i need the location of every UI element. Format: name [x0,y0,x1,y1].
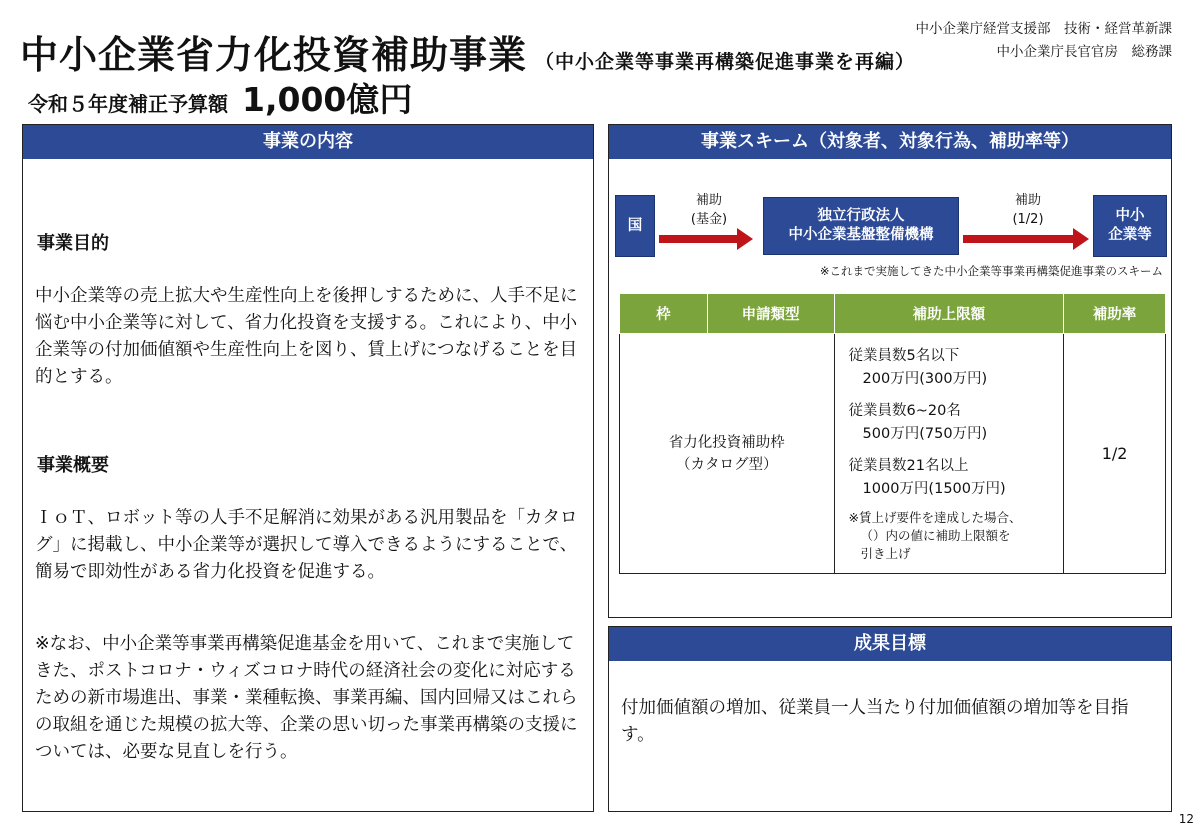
purpose-title: 事業目的 [37,233,109,254]
table-header-limit: 補助上限額 [834,294,1064,334]
flow-box-government [615,195,655,257]
budget-label: 令和５年度補正予算額 [28,92,228,116]
limit-note-line1: ※賃上げ要件を達成した場合、 [848,509,1022,525]
note-text: ※なお、中小企業等事業再構築促進基金を用いて、これまで実施してきた、ポストコロナ・ウィズコロナ時代の経済社会の変化に対応するための新市場進出、事業・業種転換、事業再編、国内回帰又はこれらの取組を通じた規模の拡大等、企業の思い切った事業再構築の支援については、必要な見直しを行う。 [35,634,578,762]
target-panel [608,626,1172,812]
category-line2: （カタログ型） [676,456,778,473]
flow-arrow2-label-line1: 補助 [1014,193,1041,208]
flow-arrow1-label-line2: (基金) [690,212,728,227]
content-panel [22,124,594,812]
table-header-frame: 枠 [620,294,708,334]
page-number: 12 [1178,812,1194,826]
department-line-2: 中小企業庁長官官房 総務課 [996,44,1172,60]
overview-title: 事業概要 [37,455,109,476]
limit-cell [834,334,1064,574]
category-cell [620,334,835,574]
table-header-row [620,294,1166,334]
budget-line [28,74,412,121]
flow-arrow1-head [737,228,753,250]
flow-box-sme-line2: 企業等 [1108,227,1152,243]
limit2-value: 500万円(750万円) [862,425,988,442]
limit3-value: 1000万円(1500万円) [862,480,1006,497]
subsidy-table [619,293,1166,574]
target-text: 付加価値額の増加、従業員一人当たり付加価値額の増加等を目指す。 [621,698,1129,745]
flow-note: ※これまで実施してきた中小企業等事業再構築促進事業のスキーム [819,264,1163,278]
page-title [20,24,915,79]
overview-text: ＩｏＴ、ロボット等の人手不足解消に効果がある汎用製品を「カタログ」に掲載し、中小企業等が選択して導入できるようにすることで、簡易で即効性がある省力化投資を促進する。 [35,508,578,582]
department-info [916,18,1173,64]
flow-arrow2-head [1073,228,1089,250]
flow-arrow1-shaft [659,235,739,243]
flow-box-smrj-line2: 中小企業基盤整備機構 [788,227,934,243]
table-header-rate: 補助率 [1064,294,1166,334]
limit1-label: 従業員数5名以下 [848,347,960,364]
scheme-panel-heading: 事業スキーム（対象者、対象行為、補助率等） [609,125,1171,159]
flow-arrow2-shaft [963,235,1075,243]
title-subtitle: （中小企業等事業再構築促進事業を再編） [535,51,916,73]
limit2-label: 従業員数6~20名 [848,402,961,419]
flow-box-smrj [763,197,959,255]
table-row [620,334,1166,574]
title-main: 中小企業省力化投資補助事業 [20,33,528,77]
scheme-panel [608,124,1172,618]
limit1-value: 200万円(300万円) [862,370,988,387]
limit3-label: 従業員数21名以上 [848,457,969,474]
limit-note-line2: （）内の値に補助上限額を [860,527,1011,543]
flow-box-sme [1093,195,1167,257]
flow-arrow2-label-line2: (1/2) [1012,212,1044,227]
rate-cell: 1/2 [1064,334,1166,574]
table-header-type: 申請類型 [707,294,834,334]
category-line1: 省力化投資補助枠 [668,434,785,451]
flow-box-smrj-line1: 独立行政法人 [817,208,905,224]
flow-box-government-label: 国 [627,217,643,234]
content-panel-heading: 事業の内容 [23,125,593,159]
flow-box-sme-line1: 中小 [1115,208,1145,224]
limit-note [849,509,1064,563]
flow-arrow1-label [669,191,749,229]
content-panel-body [23,159,593,811]
department-line-1: 中小企業庁経営支援部 技術・経営革新課 [915,21,1172,37]
purpose-text: 中小企業等の売上拡大や生産性向上を後押しするために、人手不足に悩む中小企業等に対して、省力化投資を支援する。これにより、中小企業等の付加価値額や生産性向上を図り、賃上げにつなげることを目的とする。 [35,286,578,387]
target-panel-heading: 成果目標 [609,627,1171,661]
flow-arrow1-label-line1: 補助 [695,193,722,208]
limit-note-line3: 引き上げ [860,545,911,561]
flow-arrow2-label [993,191,1063,229]
budget-amount: 1,000億円 [242,80,413,119]
